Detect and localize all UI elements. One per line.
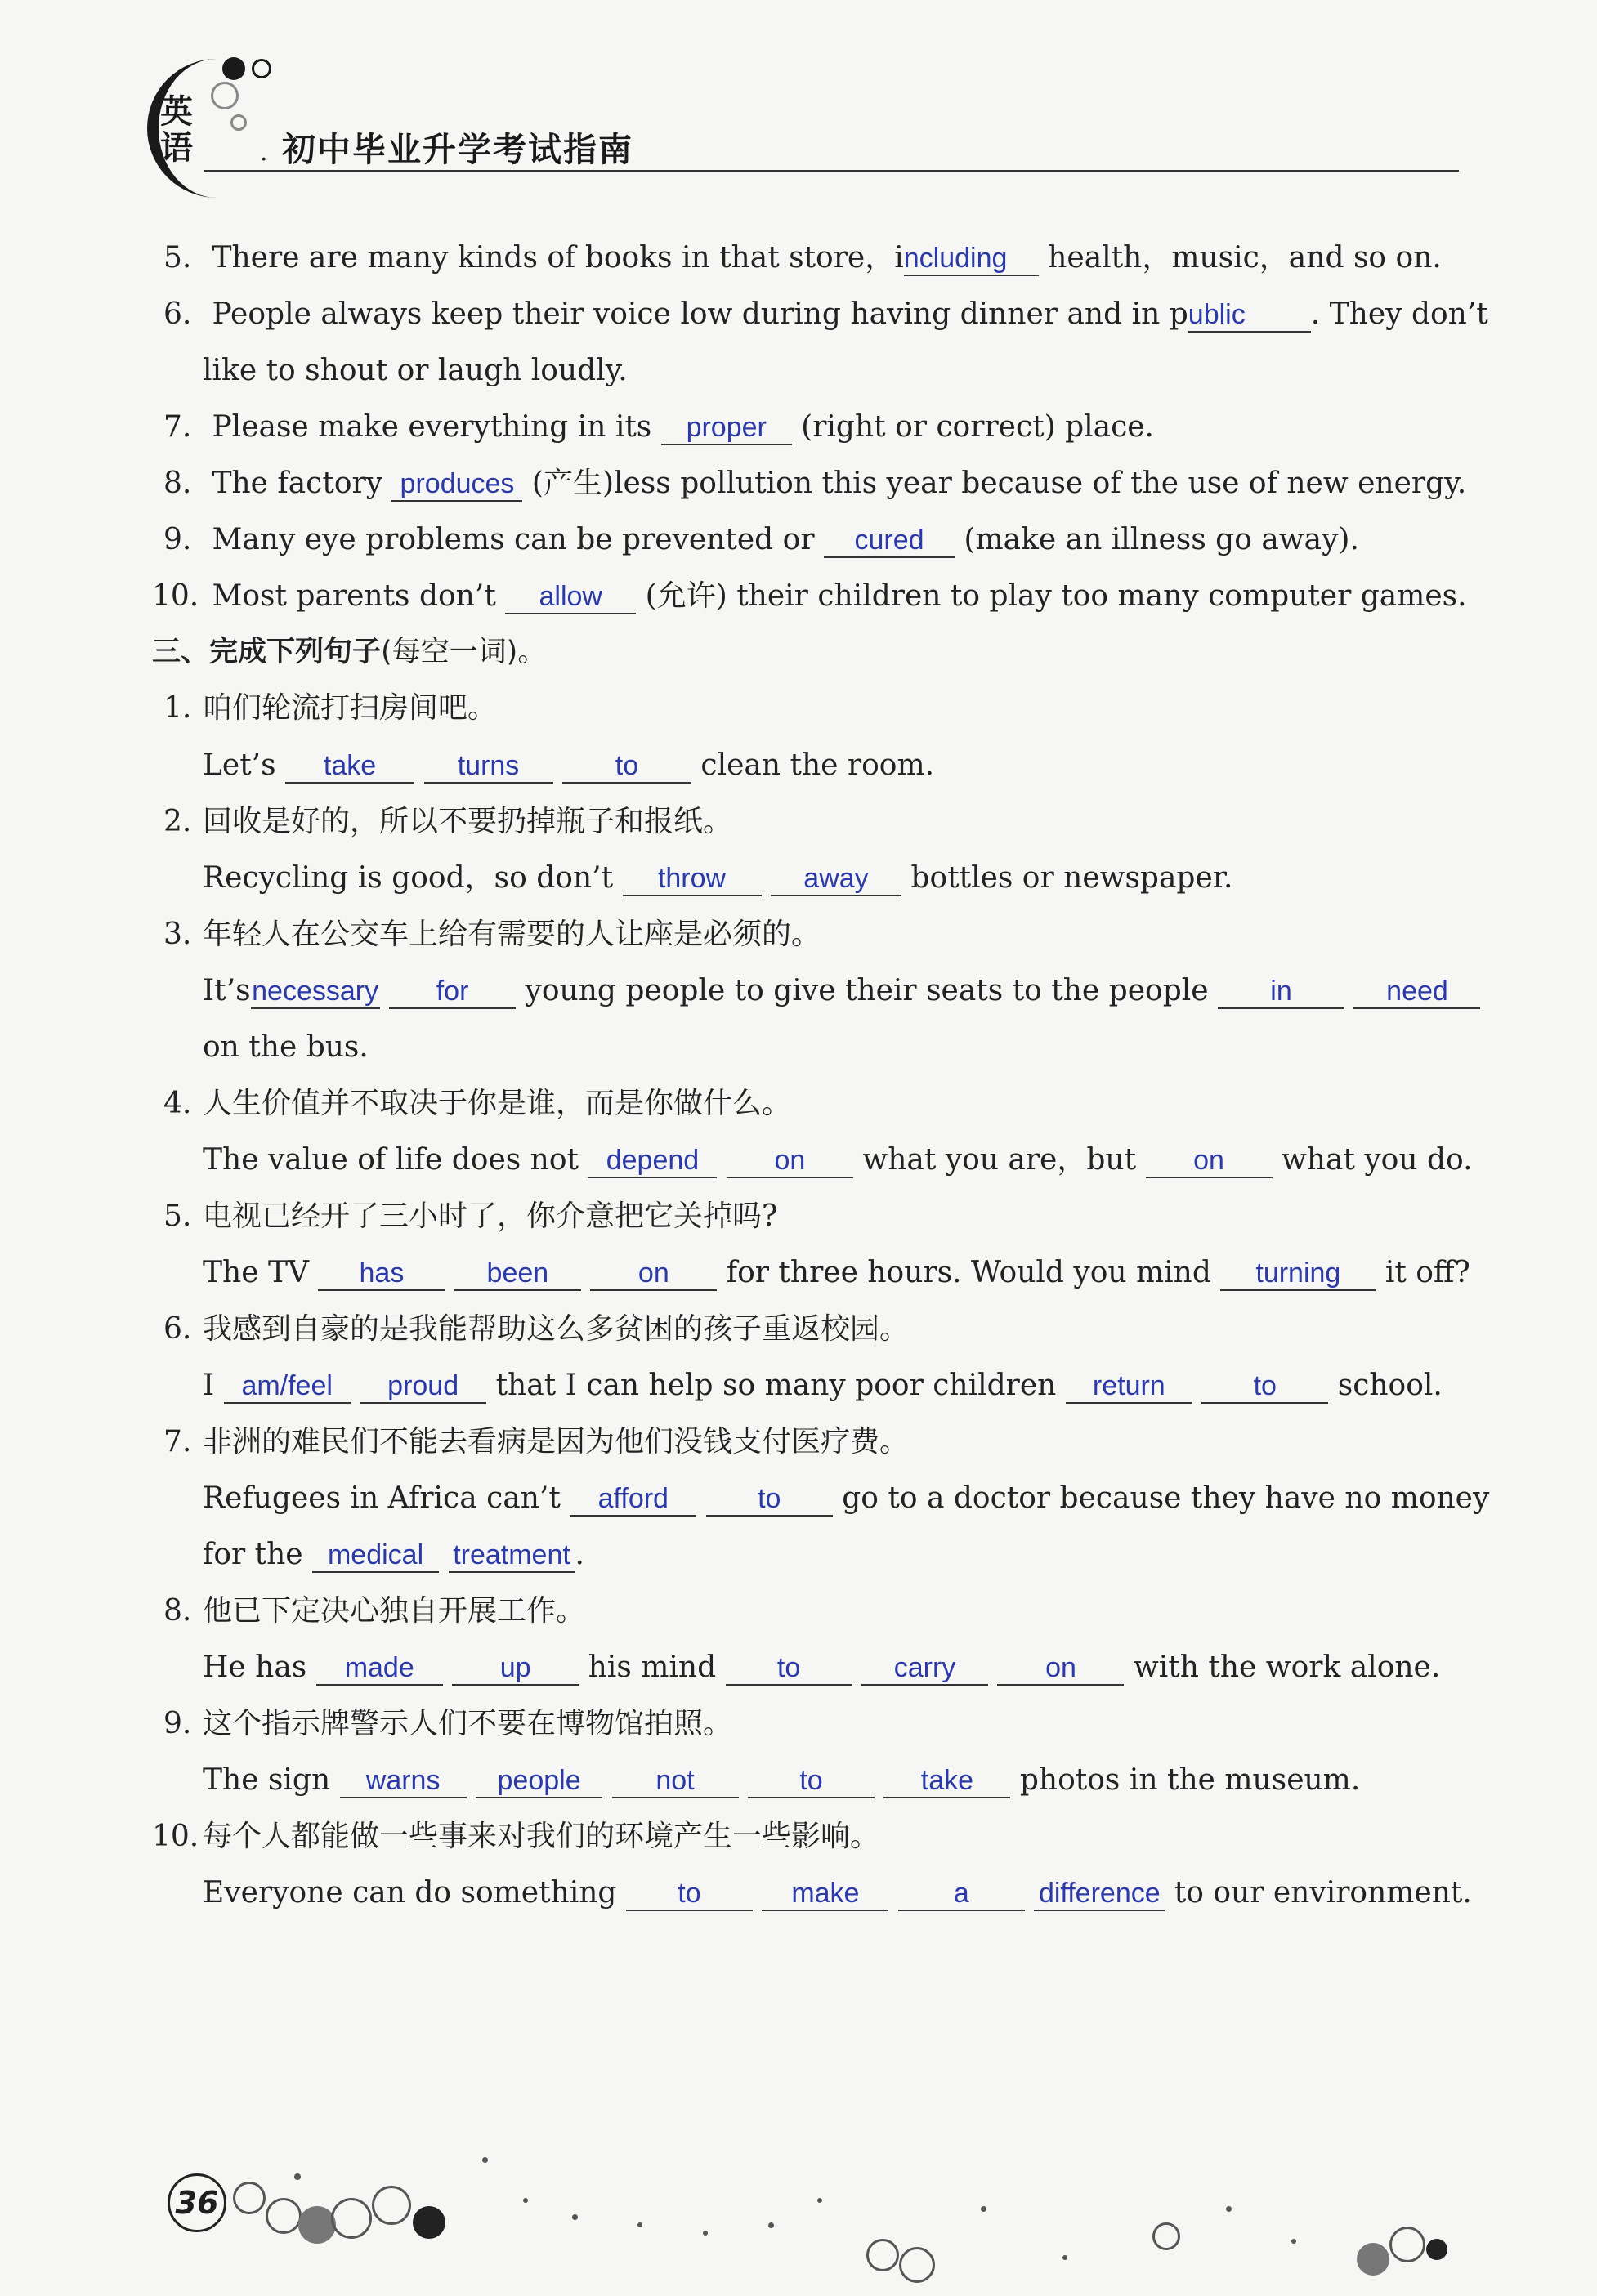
question-cn <box>163 802 732 842</box>
chinese-sentence: 我感到自豪的是我能帮助这么多贫困的孩子重返校园。 <box>203 1312 910 1346</box>
section-title: 三、完成下列句子 <box>152 636 382 668</box>
question-line-continued: like to shout or laugh loudly. <box>203 354 628 387</box>
chinese-sentence: 咱们轮流打扫房间吧。 <box>203 691 498 725</box>
question-number: 5. <box>163 1199 192 1233</box>
question-cn <box>163 1704 732 1744</box>
answer-blank[interactable]: in <box>1218 975 1344 1009</box>
english-text: He has <box>203 1651 307 1684</box>
question-text: (允许) their children to play too many computer games. <box>636 579 1467 613</box>
question-cn <box>163 1310 909 1349</box>
subject-label: 英语 <box>160 92 193 167</box>
question-text: Most parents don’t <box>212 579 506 613</box>
question-cn <box>152 1817 879 1856</box>
english-text: I <box>203 1369 215 1402</box>
question-line-continued: on the bus. <box>203 1030 369 1064</box>
answer-blank[interactable]: treatment <box>449 1539 575 1573</box>
answer-blank[interactable]: ublic <box>1188 298 1311 333</box>
answer-blank[interactable]: proud <box>360 1369 486 1404</box>
footer-dot-icon <box>572 2214 578 2220</box>
question-number: 6. <box>163 297 192 331</box>
question-en <box>203 972 1480 1011</box>
answer-blank[interactable]: up <box>452 1651 579 1686</box>
answer-blank[interactable]: need <box>1353 975 1480 1009</box>
chinese-sentence: 每个人都能做一些事来对我们的环境产生一些影响。 <box>203 1820 880 1853</box>
question-number: 1. <box>163 691 192 725</box>
question-number: 10. <box>152 1820 199 1853</box>
question-number: 10. <box>152 579 199 613</box>
answer-blank[interactable]: cured <box>824 524 955 558</box>
question-cn <box>163 1592 585 1631</box>
chinese-sentence: 这个指示牌警示人们不要在博物馆拍照。 <box>203 1707 733 1740</box>
answer-blank[interactable]: throw <box>623 862 762 896</box>
footer-dot-icon <box>1062 2255 1067 2260</box>
answer-blank[interactable]: turns <box>424 749 553 784</box>
question-number: 3. <box>163 918 192 951</box>
answer-blank[interactable]: ncluding <box>904 242 1039 276</box>
section-heading <box>152 632 546 672</box>
footer-circle-icon <box>1389 2227 1425 2262</box>
question-line <box>163 239 1442 278</box>
question-number: 6. <box>163 1312 192 1346</box>
english-text: young people to give their seats to the people <box>525 974 1209 1007</box>
question-number: 8. <box>163 467 192 500</box>
english-text: with the work alone. <box>1133 1651 1441 1684</box>
answer-blank[interactable]: warns <box>340 1764 467 1798</box>
english-text: Recycling is good，so don’t <box>203 861 614 895</box>
question-en <box>203 746 934 785</box>
english-text: It’s <box>203 974 251 1007</box>
question-en <box>203 1479 1489 1518</box>
question-en <box>203 1761 1360 1800</box>
chinese-sentence: 非洲的难民们不能去看病是因为他们没钱支付医疗费。 <box>203 1425 910 1458</box>
question-line <box>163 464 1466 503</box>
question-en <box>203 1141 1473 1180</box>
answer-blank[interactable]: on <box>997 1651 1124 1686</box>
answer-blank[interactable]: carry <box>861 1651 988 1686</box>
answer-blank[interactable]: medical <box>312 1539 439 1573</box>
english-text: it off? <box>1385 1256 1470 1289</box>
answer-blank[interactable]: proper <box>661 411 792 445</box>
answer-blank[interactable]: a <box>898 1877 1025 1911</box>
section-note: (每空一词)。 <box>381 636 547 668</box>
question-number: 4. <box>163 1087 192 1120</box>
header-rule <box>204 170 1459 172</box>
answer-blank[interactable]: afford <box>570 1482 696 1517</box>
question-number: 5. <box>163 241 192 275</box>
english-text: his mind <box>588 1651 717 1684</box>
chinese-sentence: 人生价值并不取决于你是谁，而是你做什么。 <box>203 1087 792 1120</box>
english-text: what you do. <box>1281 1143 1473 1177</box>
footer-dot-icon <box>637 2222 642 2227</box>
footer-dot-icon <box>1226 2206 1232 2212</box>
english-text: Everyone can do something <box>203 1876 617 1910</box>
header-bullet: · <box>260 145 268 174</box>
footer-circle-icon <box>266 2198 302 2234</box>
question-en <box>203 1366 1443 1405</box>
answer-blank[interactable]: to <box>748 1764 875 1798</box>
page-number: 36 <box>168 2173 226 2232</box>
question-text: The factory <box>212 467 392 500</box>
footer-dot-icon <box>294 2173 301 2180</box>
book-title: 初中毕业升学考试指南 <box>282 130 633 169</box>
footer-dot-icon <box>768 2222 774 2228</box>
footer-dot-icon <box>413 2206 445 2239</box>
question-line-continued <box>203 1535 584 1575</box>
header-circle-icon <box>230 114 247 131</box>
question-number: 9. <box>163 1707 192 1740</box>
question-line <box>163 295 1488 334</box>
answer-blank[interactable]: depend <box>588 1144 717 1178</box>
footer-dot-icon <box>523 2198 528 2203</box>
english-text: bottles or newspaper. <box>910 861 1233 895</box>
english-text: for the <box>203 1538 303 1571</box>
english-text: school. <box>1337 1369 1443 1402</box>
answer-blank[interactable]: to <box>726 1651 852 1686</box>
english-text: to our environment. <box>1174 1876 1472 1910</box>
question-number: 7. <box>163 1425 192 1458</box>
answer-blank[interactable]: been <box>454 1257 581 1291</box>
english-text: that I can help so many poor children <box>495 1369 1057 1402</box>
english-text: for three hours. Would you mind <box>726 1256 1211 1289</box>
answer-blank[interactable]: not <box>612 1764 739 1798</box>
answer-blank[interactable]: turning <box>1220 1257 1376 1291</box>
answer-blank[interactable]: on <box>590 1257 717 1291</box>
answer-blank[interactable]: for <box>389 975 516 1009</box>
question-cn <box>163 915 821 954</box>
answer-blank[interactable]: allow <box>505 580 636 614</box>
footer-circle-icon <box>233 2182 266 2214</box>
answer-blank[interactable]: has <box>318 1257 445 1291</box>
question-line <box>163 408 1154 447</box>
question-cn <box>163 1084 791 1123</box>
english-text: what you are，but <box>862 1143 1137 1177</box>
chinese-sentence: 回收是好的，所以不要扔掉瓶子和报纸。 <box>203 805 733 838</box>
answer-blank[interactable]: necessary <box>251 975 380 1009</box>
question-text: (right or correct) place. <box>791 410 1155 444</box>
question-line <box>163 520 1359 560</box>
footer-circle-icon <box>372 2186 411 2225</box>
question-number: 7. <box>163 410 192 444</box>
footer-circle-icon <box>331 2198 372 2239</box>
footer-dot-icon <box>817 2198 822 2203</box>
answer-blank[interactable]: to <box>562 749 691 784</box>
footer-circle-icon <box>899 2247 935 2283</box>
answer-blank[interactable]: produces <box>391 467 522 502</box>
answer-blank[interactable]: to <box>626 1877 753 1911</box>
english-text: clean the room. <box>700 748 935 782</box>
chinese-sentence: 他已下定决心独自开展工作。 <box>203 1594 586 1628</box>
answer-blank[interactable]: made <box>316 1651 443 1686</box>
answer-blank[interactable]: difference <box>1034 1877 1165 1911</box>
question-text: There are many kinds of books in that store，i <box>212 241 904 275</box>
question-en <box>203 1253 1470 1293</box>
header-dot-icon <box>222 57 245 80</box>
question-cn <box>163 689 497 728</box>
answer-blank[interactable]: on <box>1146 1144 1273 1178</box>
english-text: Let’s <box>203 748 276 782</box>
footer-circle-icon <box>866 2239 899 2271</box>
question-line <box>152 577 1467 616</box>
english-text: . <box>575 1538 584 1571</box>
question-en <box>203 859 1232 898</box>
footer-circle-icon <box>1152 2222 1180 2250</box>
footer-dot-icon <box>1357 2243 1389 2276</box>
header-circle-icon <box>211 82 239 109</box>
english-text: The sign <box>203 1763 331 1797</box>
chinese-sentence: 电视已经开了三小时了，你介意把它关掉吗? <box>203 1199 778 1233</box>
footer-dot-icon <box>1291 2239 1296 2244</box>
question-number: 9. <box>163 523 192 556</box>
question-en <box>203 1648 1440 1687</box>
english-text: The TV <box>203 1256 309 1289</box>
english-text: go to a doctor because they have no money <box>842 1481 1490 1515</box>
question-number: 8. <box>163 1594 192 1628</box>
question-cn <box>163 1197 777 1236</box>
question-text: health，music，and so on. <box>1038 241 1442 275</box>
answer-blank[interactable]: take <box>883 1764 1010 1798</box>
question-text: (产生)less pollution this year because of the use of new energy. <box>522 467 1467 500</box>
answer-blank[interactable]: make <box>762 1877 888 1911</box>
question-cn <box>163 1423 909 1462</box>
question-text: . They don’t <box>1310 297 1488 331</box>
footer-dot-icon <box>298 2206 336 2244</box>
footer-dot-icon <box>482 2157 488 2163</box>
question-number: 2. <box>163 805 192 838</box>
footer-dot-icon <box>981 2206 986 2212</box>
english-text: The value of life does not <box>203 1143 579 1177</box>
question-text: People always keep their voice low during having dinner and in p <box>212 297 1188 331</box>
question-en <box>203 1874 1472 1913</box>
english-text: Refugees in Africa can’t <box>203 1481 561 1515</box>
footer-dot-icon <box>1426 2239 1447 2260</box>
header-circle-icon <box>252 59 271 78</box>
english-text: photos in the museum. <box>1019 1763 1361 1797</box>
chinese-sentence: 年轻人在公交车上给有需要的人让座是必须的。 <box>203 918 821 951</box>
answer-blank[interactable]: on <box>727 1144 853 1178</box>
answer-blank[interactable]: people <box>476 1764 602 1798</box>
answer-blank[interactable]: take <box>285 749 414 784</box>
answer-blank[interactable]: to <box>1201 1369 1328 1404</box>
question-text: Many eye problems can be prevented or <box>212 523 824 556</box>
answer-blank[interactable]: away <box>771 862 901 896</box>
question-text: (make an illness go away). <box>955 523 1359 556</box>
answer-blank[interactable]: am/feel <box>224 1369 351 1404</box>
footer-dot-icon <box>703 2231 708 2236</box>
answer-blank[interactable]: to <box>706 1482 833 1517</box>
question-text: Please make everything in its <box>212 410 661 444</box>
answer-blank[interactable]: return <box>1066 1369 1192 1404</box>
